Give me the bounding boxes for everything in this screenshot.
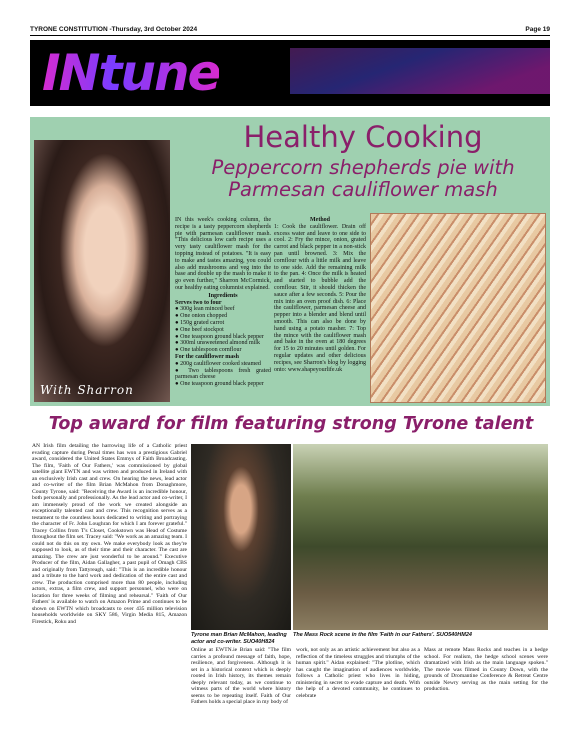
story-column-1: AN Irish film detailing the harrowing life of a Catholic priest evading capture during Penal times has won a prestigious Gabriel award, considered the United States Emmys of Faith Broadcasting. The film, 'Faith of Our Fathers,' was commissioned by global satellite giant EWTN and was written and produced in Ireland with an exclusively Irish cast and crew. On hearing the news, lead actor and co-writer of the film Brian McMahon from Donaghmore, County Tyrone, said: "Receiving the Award is an incredible honour, both personally and professionally. As the lead actor and co-writer, I am immensely proud of the work we created alongside an exceptionally talented cast and crew. This recognition serves as a testament to the countless hours dedicated to writing and portraying the character of Fr. John Loughran for which I am forever grateful." Tracey Collins from T's Closet, Cookstown was Head of Costume throughout the film set. Tracey said: "We work as an amazing team. I could not do this on my own. We make everybody look as they're supposed to look, as of their time and their character. The cast are amazing. The crew are just wonderful to be around." Executive Producer of the film, Aidan Gallagher, a past pupil of Omagh CBS and originally from Tattyreagh, said: "This is an incredible honour and a tribute to the hard work and dedication of the entire cast and crew. The production comprised more than 80 people, including actors, extras, a film crew, and support personnel, who were on location for three weeks of filming and rehearsal." 'Faith of Our Fathers' is available to watch on Amazon Prime and continues to be shown on EWTN which broadcasts to over 435 million television households worldwide on SKY 586, Virgin Media 815, Amazon Firestick, Roku and: [32, 443, 188, 625]
header-publication: TYRONE CONSTITUTION -Thursday, 3rd October 2024: [30, 26, 198, 33]
columnist-portrait: [34, 140, 170, 402]
topping-heading: For the cauliflower mash: [175, 353, 239, 360]
story-headline: Top award for film featuring strong Tyrone talent: [48, 414, 534, 434]
ingredients-heading: Ingredients: [208, 292, 238, 299]
method-text: 1: Cook the cauliflower. Drain off excess water and leave to one side to cool. 2: Fry the mince, onion, grated carrot and black pepper in a non-stick pan until browned. 3: Mix the cornflour with a little milk and leave to one side. Add the remaining milk to the pan. 4: Once the milk is heated and started to bubble add the cornflour. Stir, it should thicken the sauce after a few seconds. 5: Pour the mix into an oven proof dish. 6: Place the cauliflower, parmesan cheese and pepper into a blender and blend until smooth. This can also be done by hand using a potato masher. 7: Top the mince with the cauliflower mash and bake in the oven at 180 degrees for 15 to 20 minutes until golden. For regular updates and other delicious recipes, see Sharron's blog by logging onto: www.shapeyourlife.uk: [274, 223, 366, 373]
ingredient-item: ● 200g cauliflower cooked steamed: [175, 360, 261, 367]
mass-rock-photo: [293, 444, 548, 630]
recipe-method-column: [274, 217, 366, 373]
section-banner: [30, 40, 550, 106]
ingredient-item: ● Two tablespoons fresh grated parmesan cheese: [175, 367, 271, 381]
story-column-2: Online at EWTN.ie Brian said: "The film carries a profound message of faith, hope, resilience, and forgiveness. Although it is set in a historical context which is deeply rooted in Irish history, its themes remain deeply relevant today, as we continue to witness parts of the world where history seems to be repeating itself. Faith of Our Fathers holds a special place in my body of: [191, 647, 291, 705]
serves-note: Serves two to four: [175, 299, 222, 306]
ingredient-item: ● 150g grated carrot: [175, 319, 225, 326]
banner-ribbon: [290, 48, 550, 94]
feature-subtitle: Peppercorn shepherds pie with Parmesan cauliflower mash: [211, 156, 515, 201]
method-heading: Method: [310, 217, 330, 223]
ingredient-item: ● One teaspoon ground black pepper: [175, 333, 264, 340]
section-logo: INtune: [42, 44, 220, 102]
ingredient-item: ● One onion chopped: [175, 313, 228, 320]
ingredient-item: ● 300ml unsweetened almond milk: [175, 340, 260, 347]
actor-photo-caption: Tyrone man Brian McMahon, leading actor and co-writer. SUO40H824: [191, 632, 287, 645]
story-column-3: work, not only as an artistic achievement but also as a reflection of the timeless struggles and triumphs of the human spirit." Aidan explained: "The plotline, which has caught the imagination of audiences worldwide, follows a Catholic priest who lives in hiding, ministering in secret to evade capture and death. With the help of a devoted community, he continues to celebrate: [296, 647, 420, 699]
story-column-4: Mass at remote Mass Rocks and teaches in a hedge school. For realism, the hedge school scenes were dramatized with Irish as the main language spoken." The movie was filmed in County Down, with the grounds of Dromantine Conference & Retreat Centre outside Newry serving as the main setting for the production.: [424, 647, 548, 692]
portrait-caption: With Sharron: [40, 383, 134, 397]
ingredient-item: ● One tablespoon cornflour: [175, 347, 242, 354]
recipe-intro: IN this week's cooking column, the recipe is a tasty peppercorn shepherds pie with parmesan cauliflower mash. "This delicious low carb recipe uses a very tasty cauliflower mash for the topping instead of potatoes. "It is easy to make and tastes amazing, you could also add mushrooms and veg into the base and double up the mash to make it go even further," Sharron McCormick, our healthy eating columnist explained.: [175, 217, 271, 291]
ingredient-item: ● One teaspoon ground black pepper: [175, 381, 264, 388]
header-page-number: Page 19: [525, 26, 550, 33]
ingredient-item: ● One beef stockpot: [175, 326, 224, 333]
mass-rock-photo-caption: The Mass Rock scene in the film 'Faith in our Fathers'. SUO540HM24: [293, 632, 472, 638]
feature-title: Healthy Cooking: [243, 120, 483, 154]
ingredient-item: ● 300g lean minced beef: [175, 306, 235, 313]
recipe-intro-column: [175, 217, 271, 388]
actor-photo: [191, 444, 291, 630]
page-header: [30, 24, 550, 36]
shepherds-pie-photo: [370, 213, 546, 403]
